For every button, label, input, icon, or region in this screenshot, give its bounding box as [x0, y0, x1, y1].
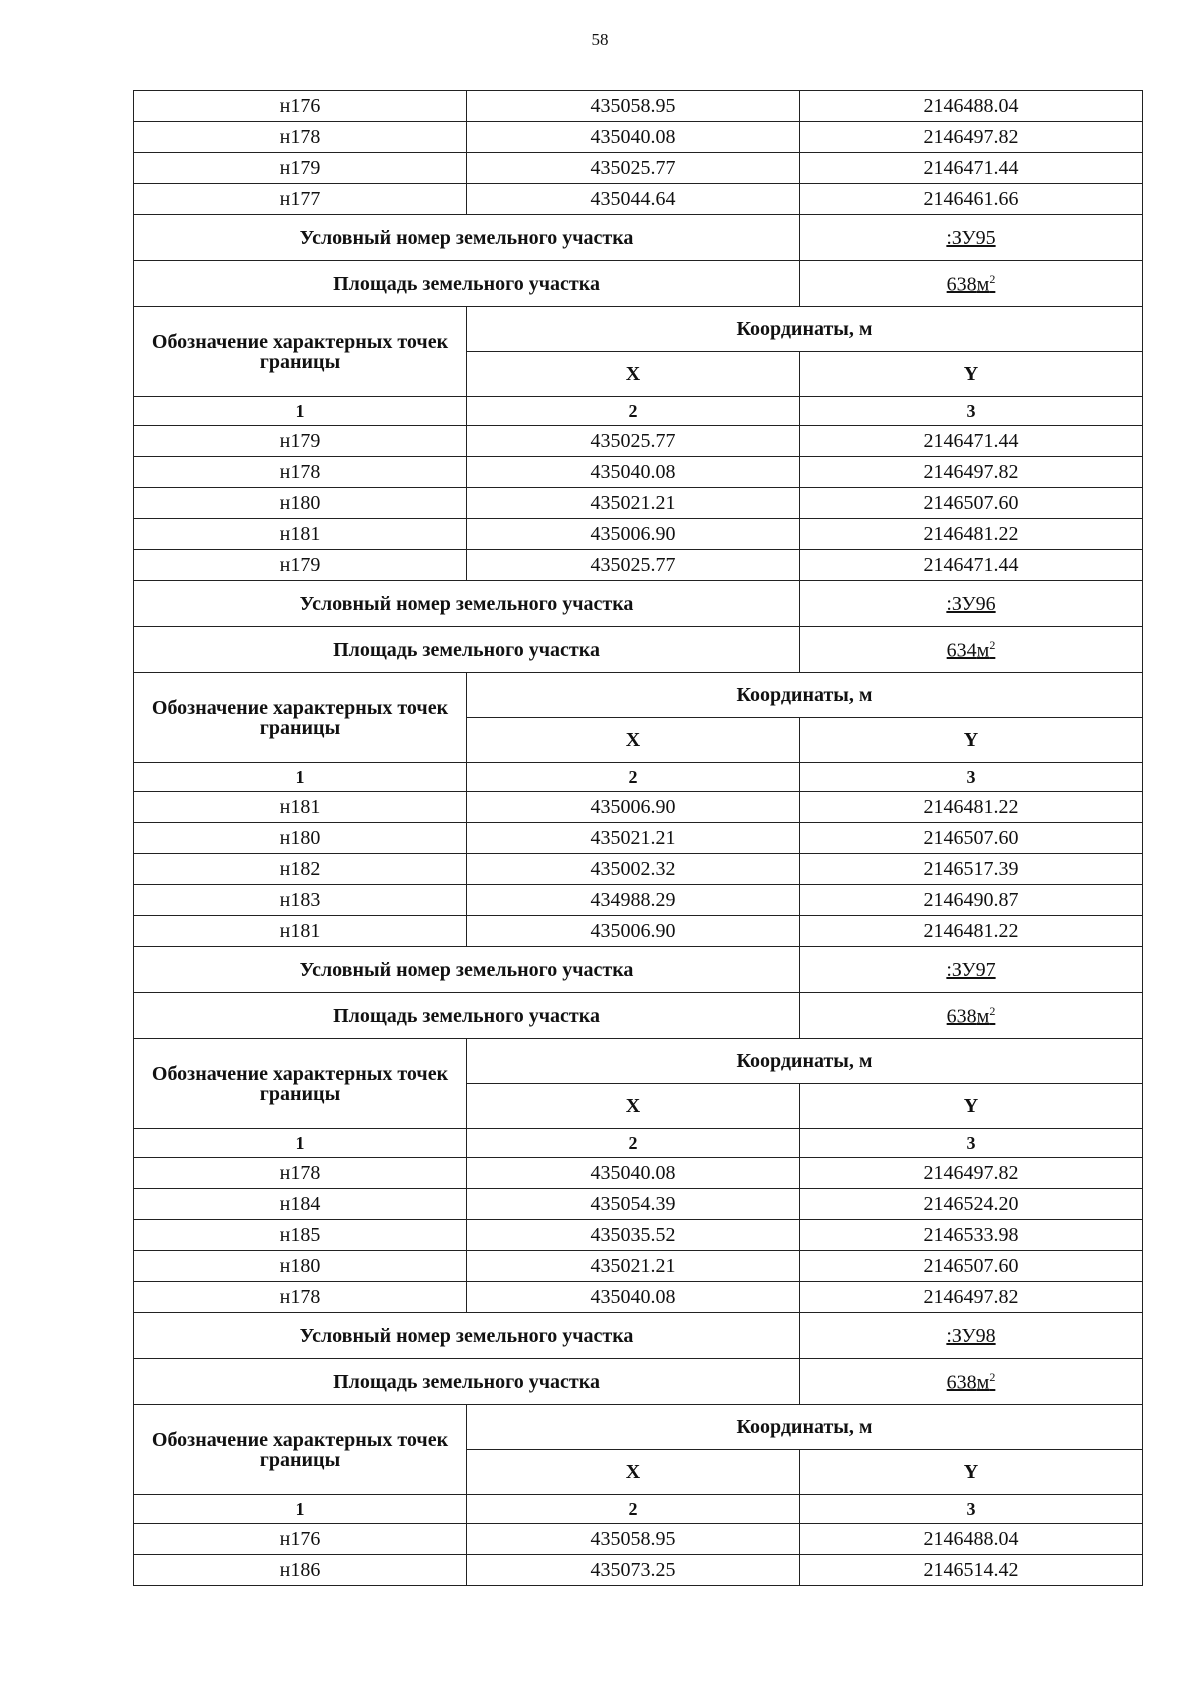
- x-coordinate-cell: 435025.77: [467, 426, 800, 457]
- x-coordinate-cell: 435054.39: [467, 1189, 800, 1220]
- table-row: [134, 122, 1143, 153]
- table-row: [134, 792, 1143, 823]
- header-row: [134, 673, 1143, 718]
- point-name-cell: н179: [134, 153, 467, 184]
- area-number: 638: [946, 1005, 977, 1028]
- coordinates-table: [133, 90, 1143, 1586]
- plot-number-value: :ЗУ95: [800, 215, 1143, 261]
- x-coordinate-cell: 435058.95: [467, 1524, 800, 1555]
- x-coordinate-cell: 435035.52: [467, 1220, 800, 1251]
- point-name-cell: н178: [134, 122, 467, 153]
- point-name-cell: н178: [134, 1158, 467, 1189]
- plot-area-row: [134, 261, 1143, 307]
- plot-area-label: Площадь земельного участка: [134, 993, 800, 1039]
- x-header: X: [467, 718, 800, 763]
- header-row: [134, 1405, 1143, 1450]
- plot-number-row: [134, 1313, 1143, 1359]
- plot-number-label: Условный номер земельного участка: [134, 947, 800, 993]
- table-row: [134, 426, 1143, 457]
- x-coordinate-cell: 435025.77: [467, 153, 800, 184]
- point-name-cell: н179: [134, 426, 467, 457]
- plot-number-value: :ЗУ97: [800, 947, 1143, 993]
- table-row: [134, 153, 1143, 184]
- x-coordinate-cell: 435021.21: [467, 488, 800, 519]
- plot-area-value: [800, 627, 1143, 673]
- column-number-2: 2: [467, 1129, 800, 1158]
- point-name-cell: н176: [134, 91, 467, 122]
- table-row: [134, 1251, 1143, 1282]
- table-row: [134, 1282, 1143, 1313]
- point-name-cell: н181: [134, 519, 467, 550]
- table-row: [134, 91, 1143, 122]
- y-coordinate-cell: 2146481.22: [800, 916, 1143, 947]
- table-row: [134, 457, 1143, 488]
- point-name-cell: н180: [134, 488, 467, 519]
- column-number-3: 3: [800, 397, 1143, 426]
- point-name-cell: н177: [134, 184, 467, 215]
- point-designation-header: Обозначение характерных точек границы: [134, 307, 467, 397]
- y-coordinate-cell: 2146481.22: [800, 519, 1143, 550]
- plot-number-row: [134, 947, 1143, 993]
- y-header: Y: [800, 718, 1143, 763]
- page-number: 58: [591, 30, 609, 49]
- area-unit: м: [976, 639, 990, 662]
- column-number-2: 2: [467, 763, 800, 792]
- point-name-cell: н179: [134, 550, 467, 581]
- point-name-cell: н184: [134, 1189, 467, 1220]
- point-name-cell: н182: [134, 854, 467, 885]
- table-row: [134, 1524, 1143, 1555]
- x-coordinate-cell: 435073.25: [467, 1555, 800, 1586]
- x-coordinate-cell: 435040.08: [467, 1282, 800, 1313]
- area-number: 638: [946, 1371, 977, 1394]
- header-row: [134, 307, 1143, 352]
- area-unit: м: [976, 273, 990, 296]
- y-coordinate-cell: 2146488.04: [800, 91, 1143, 122]
- y-coordinate-cell: 2146490.87: [800, 885, 1143, 916]
- y-coordinate-cell: 2146471.44: [800, 550, 1143, 581]
- x-coordinate-cell: 435040.08: [467, 457, 800, 488]
- column-number-row: [134, 1129, 1143, 1158]
- plot-number-label: Условный номер земельного участка: [134, 215, 800, 261]
- x-header: X: [467, 1450, 800, 1495]
- column-number-3: 3: [800, 1129, 1143, 1158]
- y-coordinate-cell: 2146481.22: [800, 792, 1143, 823]
- x-coordinate-cell: 434988.29: [467, 885, 800, 916]
- y-coordinate-cell: 2146507.60: [800, 488, 1143, 519]
- area-unit: м: [976, 1005, 990, 1028]
- point-name-cell: н181: [134, 792, 467, 823]
- y-coordinate-cell: 2146497.82: [800, 1158, 1143, 1189]
- plot-number-value: :ЗУ96: [800, 581, 1143, 627]
- y-header: Y: [800, 1450, 1143, 1495]
- y-coordinate-cell: 2146461.66: [800, 184, 1143, 215]
- column-number-3: 3: [800, 763, 1143, 792]
- x-coordinate-cell: 435040.08: [467, 1158, 800, 1189]
- table-row: [134, 1555, 1143, 1586]
- column-number-row: [134, 397, 1143, 426]
- table-row: [134, 1158, 1143, 1189]
- column-number-3: 3: [800, 1495, 1143, 1524]
- point-name-cell: н178: [134, 1282, 467, 1313]
- y-coordinate-cell: 2146514.42: [800, 1555, 1143, 1586]
- table-row: [134, 854, 1143, 885]
- point-name-cell: н176: [134, 1524, 467, 1555]
- point-name-cell: н181: [134, 916, 467, 947]
- column-number-1: 1: [134, 1495, 467, 1524]
- x-coordinate-cell: 435006.90: [467, 519, 800, 550]
- x-coordinate-cell: 435040.08: [467, 122, 800, 153]
- column-number-1: 1: [134, 763, 467, 792]
- column-number-row: [134, 763, 1143, 792]
- plot-area-label: Площадь земельного участка: [134, 261, 800, 307]
- x-coordinate-cell: 435044.64: [467, 184, 800, 215]
- table-row: [134, 519, 1143, 550]
- x-coordinate-cell: 435025.77: [467, 550, 800, 581]
- coordinates-table-body: [134, 91, 1143, 1586]
- point-name-cell: н183: [134, 885, 467, 916]
- table-row: [134, 823, 1143, 854]
- plot-area-value: [800, 1359, 1143, 1405]
- y-coordinate-cell: 2146507.60: [800, 1251, 1143, 1282]
- x-coordinate-cell: 435021.21: [467, 823, 800, 854]
- area-number: 634: [946, 639, 977, 662]
- plot-area-label: Площадь земельного участка: [134, 1359, 800, 1405]
- area-unit-exponent: 2: [989, 1003, 996, 1018]
- plot-area-row: [134, 627, 1143, 673]
- point-name-cell: н180: [134, 823, 467, 854]
- column-number-2: 2: [467, 1495, 800, 1524]
- table-row: [134, 885, 1143, 916]
- plot-number-label: Условный номер земельного участка: [134, 581, 800, 627]
- column-number-1: 1: [134, 1129, 467, 1158]
- table-row: [134, 550, 1143, 581]
- plot-area-row: [134, 993, 1143, 1039]
- plot-area-value: [800, 993, 1143, 1039]
- y-coordinate-cell: 2146533.98: [800, 1220, 1143, 1251]
- plot-area-row: [134, 1359, 1143, 1405]
- plot-number-row: [134, 581, 1143, 627]
- area-number: 638: [946, 273, 977, 296]
- point-name-cell: н178: [134, 457, 467, 488]
- area-unit-exponent: 2: [989, 637, 996, 652]
- table-row: [134, 916, 1143, 947]
- header-row: [134, 1039, 1143, 1084]
- table-row: [134, 488, 1143, 519]
- y-coordinate-cell: 2146488.04: [800, 1524, 1143, 1555]
- x-coordinate-cell: 435021.21: [467, 1251, 800, 1282]
- point-designation-header: Обозначение характерных точек границы: [134, 1039, 467, 1129]
- x-header: X: [467, 1084, 800, 1129]
- x-coordinate-cell: 435006.90: [467, 916, 800, 947]
- coordinates-header: Координаты, м: [467, 1405, 1143, 1450]
- area-unit-exponent: 2: [989, 271, 996, 286]
- y-coordinate-cell: 2146507.60: [800, 823, 1143, 854]
- y-coordinate-cell: 2146471.44: [800, 153, 1143, 184]
- plot-number-value: :ЗУ98: [800, 1313, 1143, 1359]
- y-coordinate-cell: 2146524.20: [800, 1189, 1143, 1220]
- y-coordinate-cell: 2146471.44: [800, 426, 1143, 457]
- area-unit-exponent: 2: [989, 1369, 996, 1384]
- table-row: [134, 1189, 1143, 1220]
- column-number-row: [134, 1495, 1143, 1524]
- y-coordinate-cell: 2146517.39: [800, 854, 1143, 885]
- plot-number-label: Условный номер земельного участка: [134, 1313, 800, 1359]
- point-designation-header: Обозначение характерных точек границы: [134, 673, 467, 763]
- x-coordinate-cell: 435002.32: [467, 854, 800, 885]
- coordinates-header: Координаты, м: [467, 1039, 1143, 1084]
- point-name-cell: н186: [134, 1555, 467, 1586]
- coordinates-header: Координаты, м: [467, 307, 1143, 352]
- point-name-cell: н185: [134, 1220, 467, 1251]
- plot-area-label: Площадь земельного участка: [134, 627, 800, 673]
- plot-number-row: [134, 215, 1143, 261]
- point-designation-header: Обозначение характерных точек границы: [134, 1405, 467, 1495]
- table-row: [134, 1220, 1143, 1251]
- coordinates-header: Координаты, м: [467, 673, 1143, 718]
- y-header: Y: [800, 352, 1143, 397]
- point-name-cell: н180: [134, 1251, 467, 1282]
- column-number-1: 1: [134, 397, 467, 426]
- table-row: [134, 184, 1143, 215]
- y-coordinate-cell: 2146497.82: [800, 1282, 1143, 1313]
- x-coordinate-cell: 435058.95: [467, 91, 800, 122]
- y-header: Y: [800, 1084, 1143, 1129]
- y-coordinate-cell: 2146497.82: [800, 457, 1143, 488]
- area-unit: м: [976, 1371, 990, 1394]
- x-header: X: [467, 352, 800, 397]
- x-coordinate-cell: 435006.90: [467, 792, 800, 823]
- y-coordinate-cell: 2146497.82: [800, 122, 1143, 153]
- plot-area-value: [800, 261, 1143, 307]
- column-number-2: 2: [467, 397, 800, 426]
